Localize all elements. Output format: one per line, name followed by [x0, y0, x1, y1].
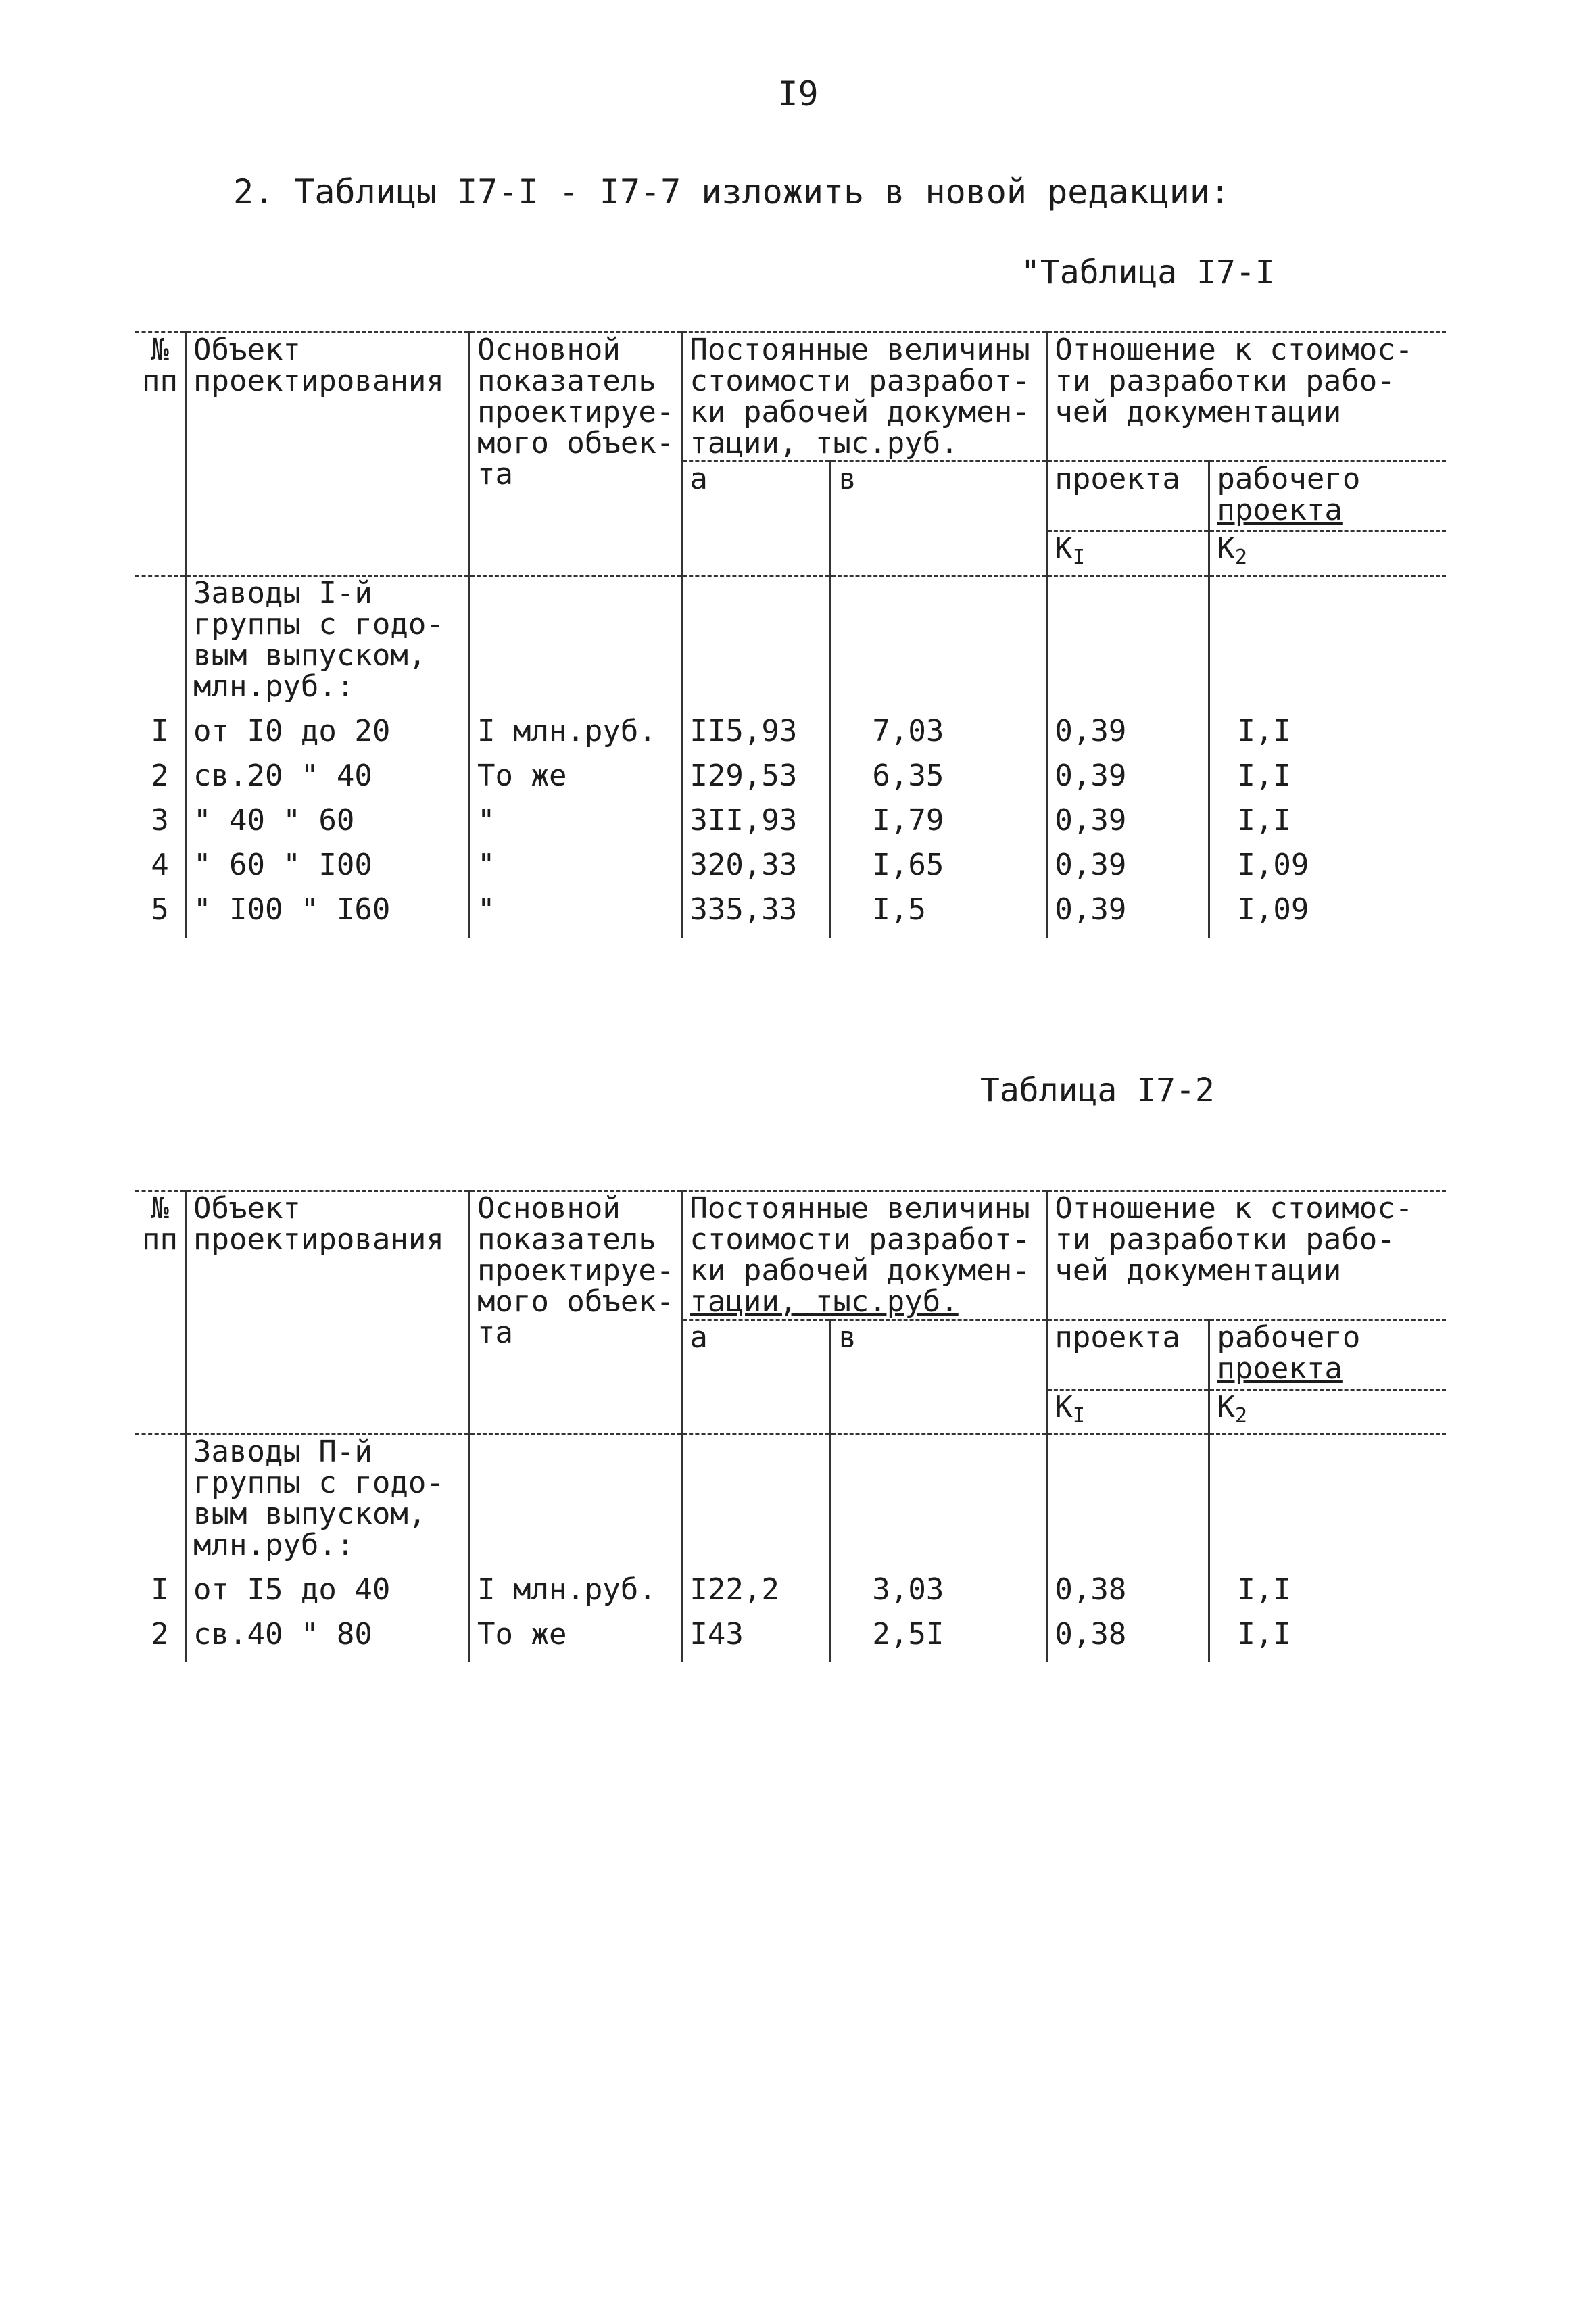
row-indicator: " [469, 893, 681, 938]
table-caption: Таблица I7-2 [980, 1071, 1215, 1109]
row-no: 2 [151, 1618, 169, 1651]
group-title: группы с годо- [193, 607, 444, 642]
row-no: 4 [151, 848, 169, 882]
header-col-b: в [831, 462, 1047, 576]
header-indicator: показатель [477, 1222, 656, 1257]
row-b: 3,03 [831, 1573, 1047, 1618]
group-title: вым выпуском, [193, 638, 427, 673]
header-indicator: Основной [477, 1191, 621, 1226]
table-row [135, 1573, 1446, 1618]
row-a: I29,53 [682, 759, 831, 804]
header-project: проекта [1047, 1320, 1209, 1390]
row-k1: 0,39 [1047, 804, 1209, 848]
header-constants: Постоянные величины [690, 333, 1030, 367]
header-k2: $К_2$ [1209, 1390, 1446, 1434]
group-title: вым выпуском, [193, 1497, 427, 1531]
group-title: млн.руб.: [193, 669, 355, 704]
row-no: 2 [151, 759, 169, 793]
row-b: I,65 [831, 848, 1047, 893]
row-indicator: То же [469, 1618, 681, 1662]
row-object: от I5 до 40 [185, 1573, 469, 1618]
row-object: " I00 " I60 [185, 893, 469, 938]
row-k2: I,09 [1209, 848, 1446, 893]
header-ratio: Отношение к стоимос- [1055, 333, 1413, 367]
row-a: 335,33 [682, 893, 831, 938]
row-a: 320,33 [682, 848, 831, 893]
row-k1: 0,38 [1047, 1573, 1209, 1618]
row-k2: I,I [1209, 804, 1446, 848]
row-a: I22,2 [682, 1573, 831, 1618]
row-b: 2,5I [831, 1618, 1047, 1662]
row-b: 6,35 [831, 759, 1047, 804]
row-k2: I,I [1209, 759, 1446, 804]
table-caption: "Таблица I7-I [1021, 254, 1275, 291]
row-object: " 60 " I00 [185, 848, 469, 893]
row-k2: I,I [1209, 715, 1446, 759]
header-working: проекта [1217, 493, 1343, 527]
row-no: 3 [151, 804, 169, 838]
row-k2: I,I [1209, 1618, 1446, 1662]
row-object: св.40 " 80 [185, 1618, 469, 1662]
header-indicator: та [477, 1316, 513, 1350]
group-title: Заводы П-й [193, 1434, 372, 1469]
header-ratio: чей документации [1055, 395, 1342, 429]
row-a: 3II,93 [682, 804, 831, 848]
header-indicator: Основной [477, 333, 621, 367]
row-a: II5,93 [682, 715, 831, 759]
header-indicator: проектируе- [477, 395, 675, 429]
header-object: Объект [193, 333, 301, 367]
header-col-a: а [682, 1320, 831, 1434]
row-k1: 0,39 [1047, 759, 1209, 804]
row-indicator: I млн.руб. [469, 715, 681, 759]
header-working: рабочего [1217, 1320, 1361, 1355]
header-ratio: ти разработки рабо- [1055, 364, 1395, 398]
header-indicator: проектируе- [477, 1253, 675, 1288]
header-indicator: мого объек- [477, 1284, 675, 1319]
row-k1: 0,38 [1047, 1618, 1209, 1662]
row-object: св.20 " 40 [185, 759, 469, 804]
header-indicator: показатель [477, 364, 656, 398]
row-indicator: I млн.руб. [469, 1573, 681, 1618]
group-title: группы с годо- [193, 1466, 444, 1500]
row-k1: 0,39 [1047, 715, 1209, 759]
row-a: I43 [682, 1618, 831, 1662]
group-title: Заводы I-й [193, 576, 372, 610]
header-no: № [151, 1191, 169, 1226]
row-b: 7,03 [831, 715, 1047, 759]
header-no: пп [142, 364, 178, 398]
header-constants: тации, тыс.руб. [690, 426, 959, 460]
row-no: 5 [151, 893, 169, 927]
header-working: рабочего [1217, 462, 1361, 496]
table-row [135, 848, 1446, 893]
header-project: проекта [1047, 462, 1209, 531]
header-constants: стоимости разработ- [690, 364, 1030, 398]
header-indicator: та [477, 457, 513, 491]
header-constants: тации, тыс.руб. [690, 1284, 959, 1319]
row-k2: I,09 [1209, 893, 1446, 938]
header-k1: $К_I$ [1047, 531, 1209, 576]
header-constants: стоимости разработ- [690, 1222, 1030, 1257]
header-k2: $К_2$ [1209, 531, 1446, 576]
table-header-row [135, 333, 1446, 462]
header-k1: $К_I$ [1047, 1390, 1209, 1434]
table-row [135, 759, 1446, 804]
header-constants: Постоянные величины [690, 1191, 1030, 1226]
table-row [135, 893, 1446, 938]
row-b: I,5 [831, 893, 1047, 938]
row-object: " 40 " 60 [185, 804, 469, 848]
row-no: I [151, 715, 169, 748]
group-title: млн.руб.: [193, 1528, 355, 1562]
header-object: Объект [193, 1191, 301, 1226]
header-ratio: чей документации [1055, 1253, 1342, 1288]
table-row [135, 715, 1446, 759]
row-indicator: " [469, 848, 681, 893]
header-ratio: ти разработки рабо- [1055, 1222, 1395, 1257]
table-row [135, 1618, 1446, 1662]
header-no: № [151, 333, 169, 367]
header-no: пп [142, 1222, 178, 1257]
row-k1: 0,39 [1047, 893, 1209, 938]
row-indicator: То же [469, 759, 681, 804]
row-no: I [151, 1573, 169, 1607]
row-k2: I,I [1209, 1573, 1446, 1618]
header-object: проектирования [193, 364, 444, 398]
header-constants: ки рабочей докумен- [690, 1253, 1030, 1288]
header-indicator: мого объек- [477, 426, 675, 460]
header-col-b: в [831, 1320, 1047, 1434]
row-indicator: " [469, 804, 681, 848]
page-number: I9 [777, 74, 819, 114]
row-object: от I0 до 20 [185, 715, 469, 759]
table-row [135, 804, 1446, 848]
header-working: проекта [1217, 1351, 1343, 1386]
header-ratio: Отношение к стоимос- [1055, 1191, 1413, 1226]
table-17-1 [135, 331, 1446, 938]
row-k1: 0,39 [1047, 848, 1209, 893]
row-b: I,79 [831, 804, 1047, 848]
header-constants: ки рабочей докумен- [690, 395, 1030, 429]
table-17-2 [135, 1190, 1446, 1662]
intro-text: 2. Таблицы I7-I - I7-7 изложить в новой редакции: [233, 172, 1231, 212]
header-object: проектирования [193, 1222, 444, 1257]
table-header-row [135, 1191, 1446, 1320]
header-col-a: а [682, 462, 831, 576]
